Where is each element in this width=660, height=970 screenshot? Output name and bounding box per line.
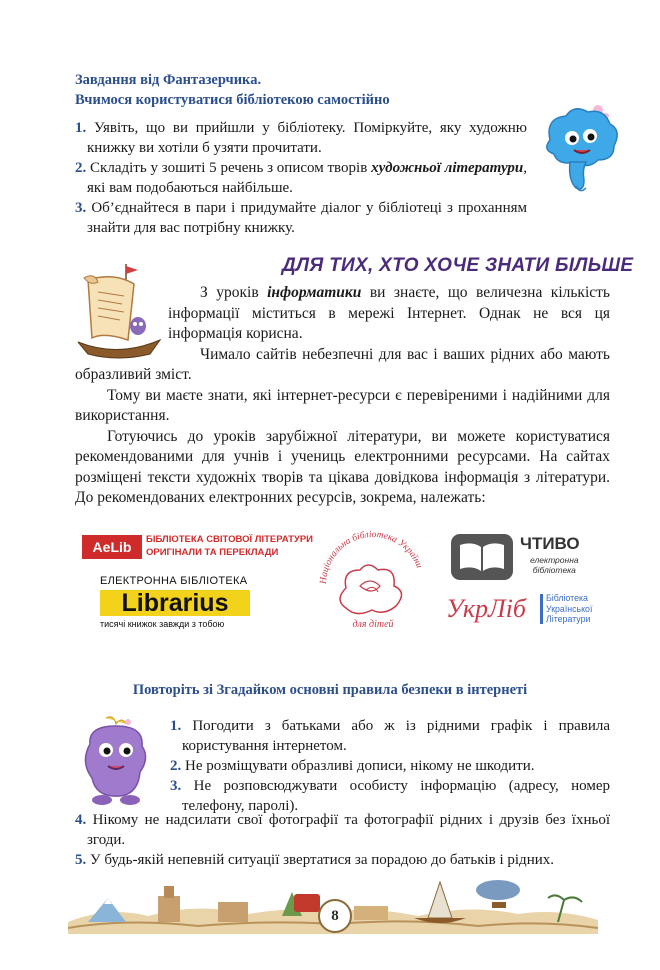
aelib-text: БІБЛІОТЕКА СВІТОВОЇ ЛІТЕРАТУРИ ОРИГІНАЛИ ТА ПЕРЕКЛАДИ bbox=[146, 534, 313, 558]
know-more-text bbox=[75, 283, 610, 509]
librarius-tagline: тисячі книжок завжди з тобою bbox=[100, 619, 225, 629]
ukrlib-logo[interactable] bbox=[446, 590, 606, 630]
aelib-badge: AeLib bbox=[82, 535, 142, 559]
ukrlib-divider bbox=[540, 594, 543, 624]
task-title: Завдання від Фантазерчика. bbox=[75, 72, 262, 88]
task-heading bbox=[75, 70, 390, 110]
safety-item-2: 2. Не розміщувати образливі дописи, нікому не шкодити. bbox=[170, 758, 535, 774]
safety-list-top bbox=[170, 716, 610, 816]
safety-item-4: 4. Нікому не надсилати свої фотографії та фотографії рідних і друзів без їхньої згоди. bbox=[75, 812, 611, 848]
librarius-name: Librarius bbox=[100, 590, 250, 616]
chtyvo-name: ЧТИВО bbox=[520, 534, 580, 553]
paragraph-2: Чимало сайтів небезпечні для вас і ваших рідних або мають образливий зміст. bbox=[75, 345, 610, 383]
safety-list-bottom bbox=[75, 810, 610, 870]
section-title-know-more: ДЛЯ ТИХ, ХТО ХОЧЕ ЗНАТИ БІЛЬШЕ bbox=[282, 255, 634, 276]
ukrlib-name: УкрЛіб bbox=[446, 594, 526, 623]
paragraph-4: Готуючись до уроків зарубіжної літератури, ви можете користуватися рекомендованими для учнів і учениць електронними ресурсами. На сайтах розміщені тексти художніх творів та цікава довідкова інформація з літератури. До рекомендованих електронних ресурсів, зокрема, належать: bbox=[75, 427, 610, 506]
task-item-2: 2. Складіть у зошиті 5 речень з описом творів художньої літератури, які вам подобаються найбільше. bbox=[75, 160, 527, 196]
book-icon bbox=[450, 533, 514, 581]
librarius-top: ЕЛЕКТРОННА БІБЛІОТЕКА bbox=[100, 575, 248, 587]
purple-mascot-illustration bbox=[76, 714, 156, 806]
paragraph-3: Тому ви маєте знати, які інтернет-ресурси є перевіреними і надійними для використання. bbox=[75, 386, 610, 424]
task-list bbox=[75, 118, 527, 238]
safety-item-3: 3. Не розповсюджувати особисту інформацію (адресу, номер телефону, паролі). bbox=[170, 778, 611, 814]
chtyvo-logo[interactable] bbox=[450, 533, 600, 581]
blue-mascot-illustration bbox=[540, 100, 622, 196]
librarius-logo[interactable] bbox=[100, 575, 260, 635]
paragraph-1: З уроків інформатики ви знаєте, що величезна кількість інформації міститься в мережі Інтернет. Однак не вся ця інформація корисна. bbox=[168, 284, 610, 342]
aelib-logo[interactable] bbox=[82, 533, 322, 561]
svg-text:Національна бібліотека України bbox=[319, 530, 424, 586]
safety-item-5: 5. У будь-якій непевній ситуації звертатися за порадою до батьків і рідних. bbox=[75, 852, 554, 868]
national-library-arc-text: Національна бібліотека України bbox=[318, 529, 424, 585]
task-subtitle: Вчимося користуватися бібліотекою самостійно bbox=[75, 92, 390, 108]
national-library-bottom: для дітей bbox=[352, 619, 394, 630]
task-item-1: 1. Уявіть, що ви прийшли у бібліотеку. Поміркуйте, яку художню книжку ви хотіли б узяти прочитати. bbox=[75, 120, 528, 156]
page-number: 8 bbox=[318, 899, 352, 933]
chtyvo-subtitle: електронна бібліотека bbox=[530, 555, 579, 575]
national-library-logo[interactable] bbox=[312, 526, 434, 636]
task-item-3: 3. Об’єднайтеся в пари і придумайте діалог у бібліотеці з проханням знайти для вас потрібну книжку. bbox=[75, 200, 528, 236]
safety-title: Повторіть зі Згадайком основні правила безпеки в інтернеті bbox=[132, 682, 528, 698]
ukrlib-subtitle: Бібліотека Української Літератури bbox=[546, 593, 593, 624]
safety-item-1: 1. Погодити з батьками або ж із рідними графік і правила користування інтернетом. bbox=[170, 718, 611, 754]
